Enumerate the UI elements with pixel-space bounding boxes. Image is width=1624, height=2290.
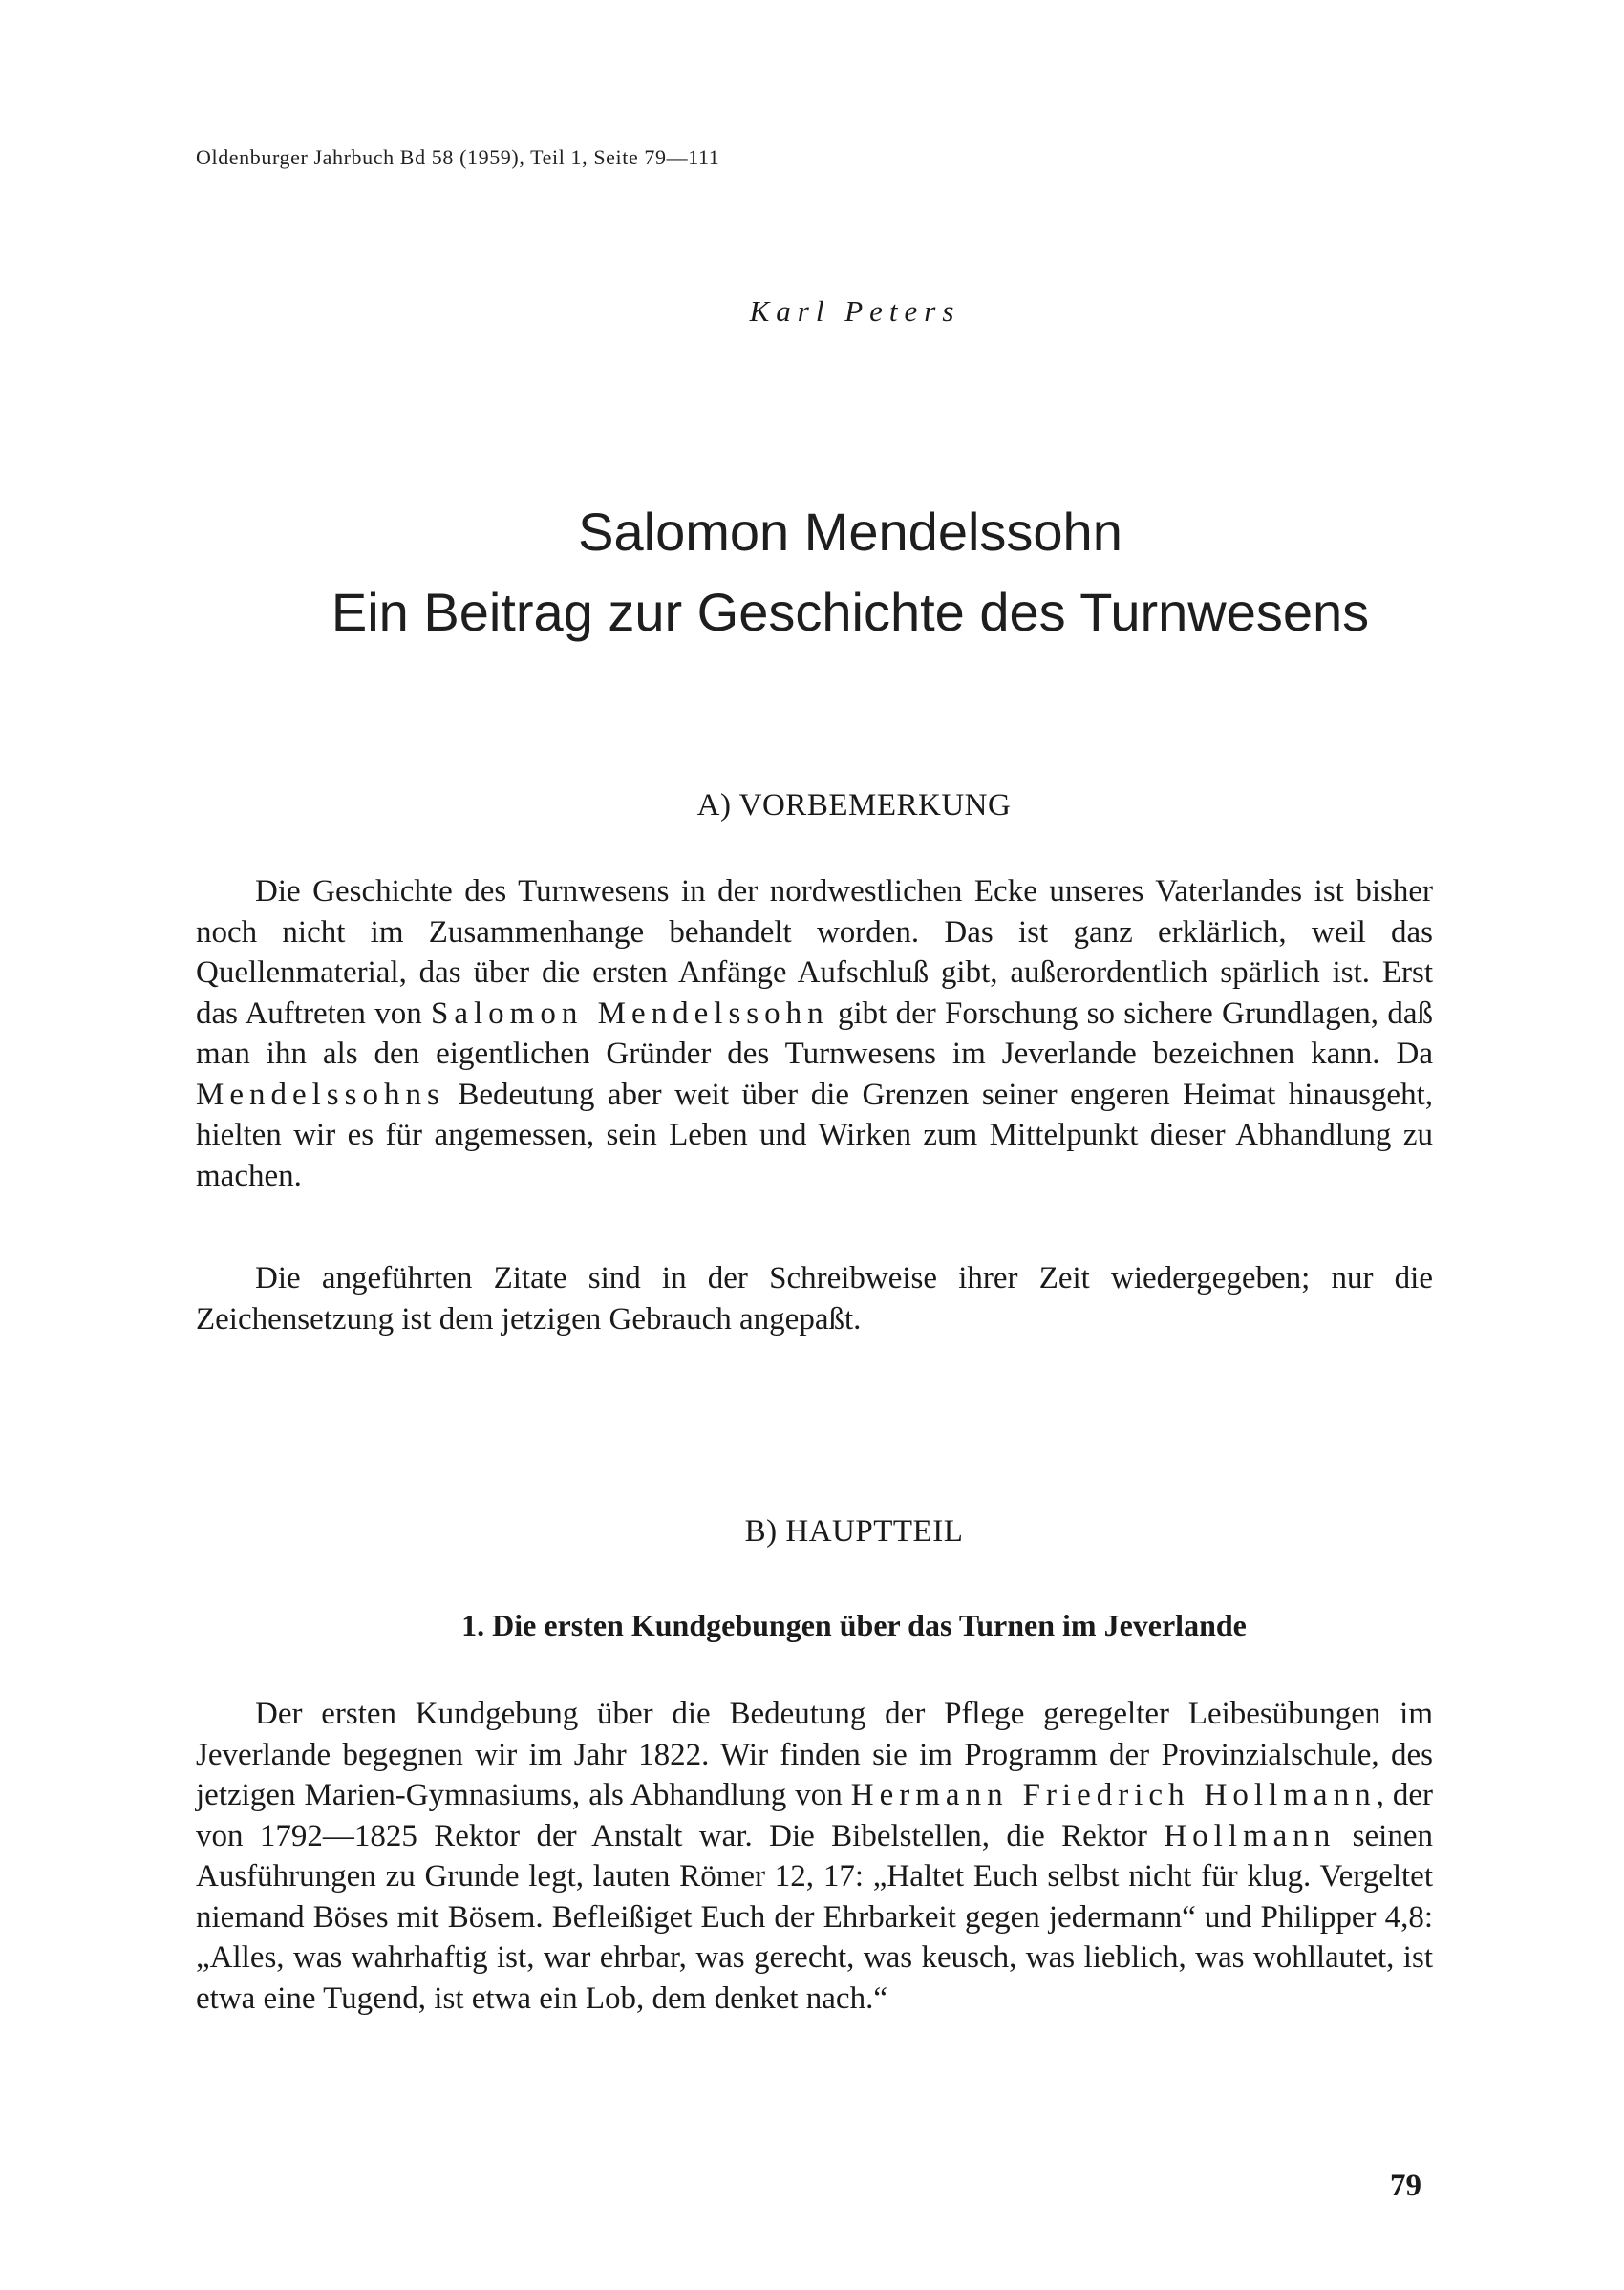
author-name: Karl Peters xyxy=(749,294,961,328)
paragraph-text: seinen Ausführungen zu Grunde legt, lauten Römer 12, 17: „Haltet Euch selbst nicht für klug. Vergeltet niemand Böses mit Bösem. Befleißiget Euch der Ehrbarkeit gegen jedermann“ und Philipper 4,8: „Alles, was wahrhaftig ist, war ehrbar, was gerecht, was keusch, was lieblich, was wohllautet, ist etwa eine Tugend, ist etwa ein Lob, dem denket nach.“ xyxy=(196,1818,1433,2016)
paragraph-text: gibt der Forschung so sichere Grundlagen, daß man ihn als den eigentlichen Gründer des Turnwesens im Jeverlande bezeichnen kann. Da xyxy=(196,995,1433,1071)
paragraph-text: , der von 1792—1825 Rektor der Anstalt war. Die Bibelstellen, die Rektor xyxy=(196,1778,1433,1853)
person-name: Hermann Friedrich Hollmann xyxy=(850,1778,1377,1812)
title-line-1: Salomon Mendelssohn xyxy=(578,502,1122,562)
paragraph-text: Bedeutung aber weit über die Grenzen seiner engeren Heimat hinausgeht, hielten wir es für angemessen, sein Leben und Wirken zum Mittelpunkt dieser Abhandlung zu machen. xyxy=(196,1077,1433,1193)
paragraph-text: Der ersten Kundgebung über die Bedeutung der Pflege geregelter Leibesübungen im Jeverlande begegnen wir im Jahr 1822. Wir finden sie im Programm der Provinzialschule, des jetzigen Marien-Gymnasiums, als Abhandlung von xyxy=(196,1697,1433,1812)
section-a-heading: A) VORBEMERKUNG xyxy=(696,788,1012,823)
section-a-paragraph-2: Die angeführten Zitate sind in der Schreibweise ihrer Zeit wiedergegeben; nur die Zeichensetzung ist dem jetzigen Gebrauch angepaßt. xyxy=(196,1261,1433,1337)
paragraph-text: Die Geschichte des Turnwesens in der nordwestlichen Ecke unseres Vaterlandes ist bisher noch nicht im Zusammenhange behandelt worden. Das ist ganz erklärlich, weil das Quellenmaterial, das über die ersten Anfänge Aufschluß gibt, außerordentlich spärlich ist. Erst das Auftreten von xyxy=(196,874,1433,1031)
section-b-subheading: 1. Die ersten Kundgebungen über das Turnen im Jeverlande xyxy=(461,1608,1247,1642)
section-b-paragraph-1 xyxy=(196,1694,1433,2019)
person-name: Salomon Mendelssohn xyxy=(431,995,829,1031)
page-number: 79 xyxy=(1390,2169,1421,2203)
section-a-paragraph-1 xyxy=(196,871,1433,1196)
journal-citation: Oldenburger Jahrbuch Bd 58 (1959), Teil 1, Seite 79—111 xyxy=(196,145,720,169)
person-name: Mendelssohns xyxy=(196,1077,445,1112)
section-b-heading: B) HAUPTTEIL xyxy=(744,1514,964,1549)
title-line-2: Ein Beitrag zur Geschichte des Turnwesens xyxy=(331,582,1370,642)
person-name: Hollmann xyxy=(1164,1818,1336,1853)
article-title xyxy=(0,492,1624,653)
